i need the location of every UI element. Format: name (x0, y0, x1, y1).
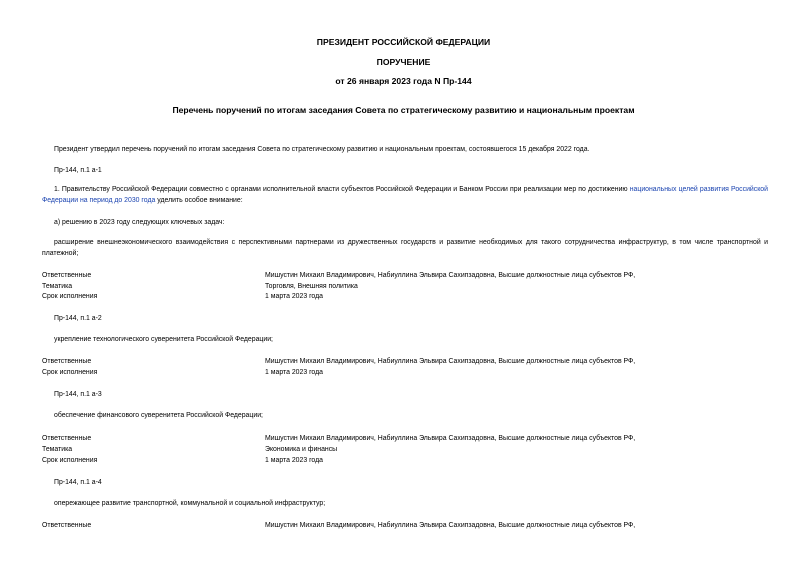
item1-topic-label: Тематика (42, 283, 73, 290)
item4-responsible-label: Ответственные (42, 522, 92, 529)
item2-responsible-label: Ответственные (42, 358, 92, 365)
item1-subpoint: а) решению в 2023 году следующих ключевых задач: (54, 219, 225, 226)
item3-reference: Пр-144, п.1 а-3 (54, 391, 102, 398)
item1-responsible-value: Мишустин Михаил Владимирович, Набиуллина Эльвира Сахипзадовна, Высшие должностные лица субъектов РФ, (265, 272, 636, 279)
item3-topic-value: Экономика и финансы (265, 446, 338, 453)
item2-reference: Пр-144, п.1 а-2 (54, 315, 102, 322)
item3-responsible-value: Мишустин Михаил Владимирович, Набиуллина Эльвира Сахипзадовна, Высшие должностные лица субъектов РФ, (265, 435, 636, 442)
item3-deadline-label: Срок исполнения (42, 457, 98, 464)
intro-paragraph: Президент утвердил перечень поручений по итогам заседания Совета по стратегическому развитию и национальным проектам, состоявшегося 15 декабря 2022 года. (54, 146, 590, 153)
item3-topic-label: Тематика (42, 446, 73, 453)
document-date-number: от 26 января 2023 года N Пр-144 (335, 76, 472, 86)
item1-task (42, 238, 768, 259)
document-authority: ПРЕЗИДЕНТ РОССИЙСКОЙ ФЕДЕРАЦИИ (316, 37, 491, 47)
item2-task: укрепление технологического суверенитета Российской Федерации; (54, 336, 273, 343)
item1-task-text: расширение внешнеэкономического взаимодействия с перспективными партнерами из дружественных государств и развитие необходимых для такого сотрудничества инфраструктур, в том числе транспортной и платежной; (42, 239, 768, 257)
item3-task: обеспечение финансового суверенитета Российской Федерации; (54, 412, 263, 419)
item1-reference: Пр-144, п.1 а-1 (54, 167, 102, 174)
item2-deadline-label: Срок исполнения (42, 369, 98, 376)
item4-reference: Пр-144, п.1 а-4 (54, 479, 102, 486)
document-type: ПОРУЧЕНИЕ (376, 57, 431, 67)
item3-deadline-value: 1 марта 2023 года (265, 457, 323, 464)
item1-main-paragraph (42, 185, 768, 206)
national-goals-link[interactable]: национальных целей развития Российской Федерации на период до 2030 года (42, 186, 768, 204)
item2-responsible-value: Мишустин Михаил Владимирович, Набиуллина Эльвира Сахипзадовна, Высшие должностные лица субъектов РФ, (265, 358, 636, 365)
item4-task: опережающее развитие транспортной, коммунальной и социальной инфраструктур; (54, 500, 326, 507)
item1-topic-value: Торговля, Внешняя политика (265, 283, 358, 290)
item1-responsible-label: Ответственные (42, 272, 92, 279)
item4-responsible-value: Мишустин Михаил Владимирович, Набиуллина Эльвира Сахипзадовна, Высшие должностные лица субъектов РФ, (265, 522, 636, 529)
item1-text-after-link: уделить особое внимание: (155, 196, 243, 204)
item1-deadline-value: 1 марта 2023 года (265, 293, 323, 300)
item1-text-before-link: 1. Правительству Российской Федерации совместно с органами исполнительной власти субъектов Российской Федерации и Банком России при реализации мер по достижению (54, 186, 630, 193)
item1-deadline-label: Срок исполнения (42, 293, 98, 300)
item3-responsible-label: Ответственные (42, 435, 92, 442)
item2-deadline-value: 1 марта 2023 года (265, 369, 323, 376)
document-title: Перечень поручений по итогам заседания Совета по стратегическому развитию и национальным проектам (172, 105, 635, 115)
